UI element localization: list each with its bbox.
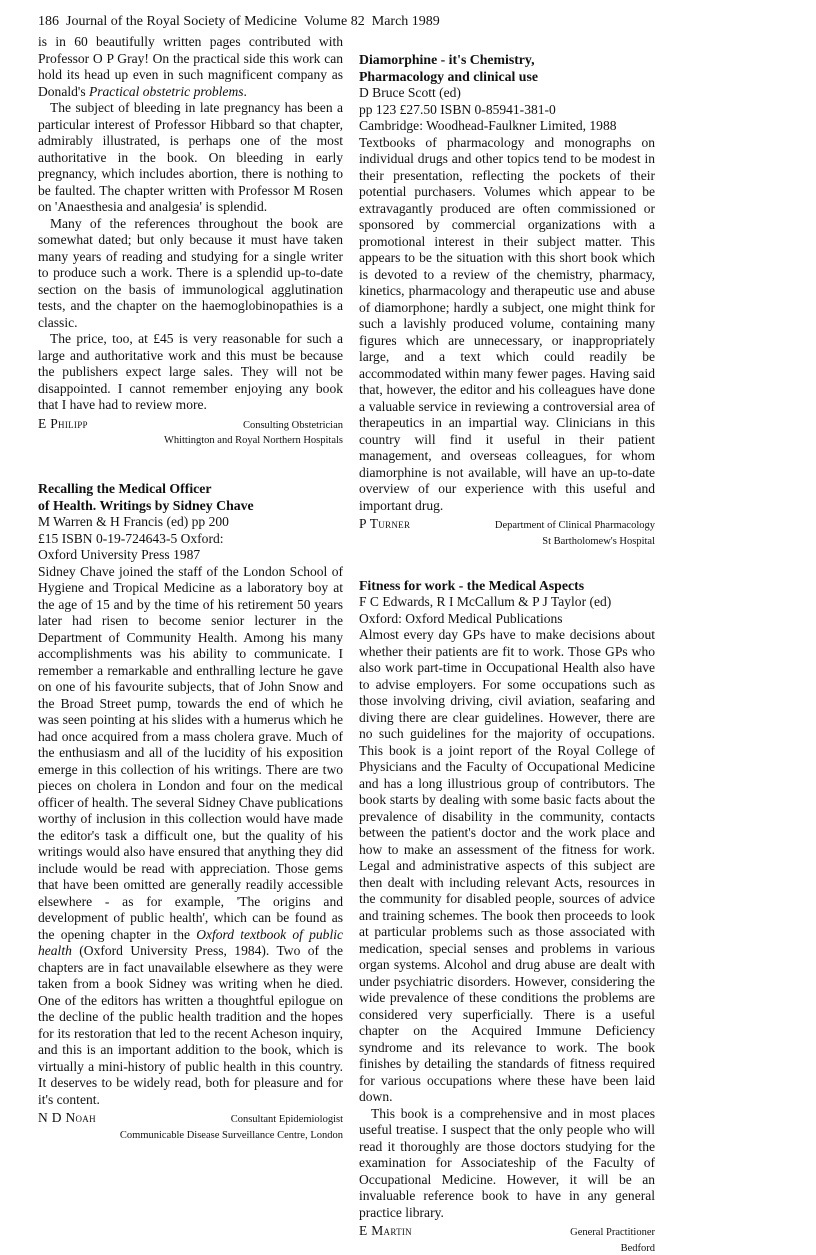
- reviewer-signature: [38, 1110, 343, 1129]
- reviewer-role: Department of Clinical Pharmacology: [494, 520, 655, 531]
- paragraph: The subject of bleeding in late pregnancy has been a particular interest of Professor Hibbard so that chapter, admirably illustrated, is perhaps one of the most authoritative in the book. On bleeding in early pregnancy, which includes abortion, there is nothing to be faulted. The chapter written with Professor M Rosen on 'Anaesthesia and analgesia' is splendid.: [38, 100, 343, 214]
- review-price-isbn: £15 ISBN 0-19-724643-5 Oxford:: [38, 530, 224, 546]
- review-publisher: Oxford University Press 1987: [38, 547, 201, 562]
- review-chave: [38, 481, 343, 1142]
- reviewer-role: General Practitioner: [570, 1227, 655, 1238]
- paragraph: The price, too, at £45 is very reasonable for such a large and authoritative work and this must be because the publishers expect large sales. They will not be disappointed. I cannot remember enjoying any book that I have had to review more.: [38, 331, 343, 412]
- review-fitness: [359, 578, 655, 1255]
- review-editors: D Bruce Scott (ed): [359, 85, 461, 100]
- paragraph: Almost every day GPs have to make decisions about whether their patients are fit to work. Those GPs who also work part-time in Occupational Health also have to advise employers. For some occupations such as those involving driving, civil aviation, seafaring and diving there are clear guidelines. However, there are no such guidelines for the majority of occupations. This book is a joint report of the Royal College of Physicians and the Faculty of Occupational Medicine and has a long illustrious group of contributors. The book starts by dealing with some basic facts about the prevalence of disability in the community, contacts between the patient's doctor and the work place and how to make an assessment of the fitness for work. Legal and administrative aspects of this subject are then dealt with including relevant Acts, resources in the community for disabled people, sources of advice and training schemes. The book then proceeds to look at particular problems such as those associated with medication, special senses and problems in various organ systems. Alcohol and drug abuse are dealt with under psychiatric disorders. However, considering the wide prevalence of these conditions the problems are considered very superficially. There is a useful chapter on the Acquired Immune Deficiency syndrome and its relevance to work. The book finishes by detailing the standards of fitness required for various occupations where these have been laid down.: [359, 627, 655, 1104]
- page-number: 186: [38, 14, 59, 29]
- reviewer-role: Consulting Obstetrician: [242, 419, 343, 431]
- left-column: [38, 34, 343, 1142]
- right-column: [359, 52, 655, 1255]
- reviewer-signature: [359, 516, 655, 535]
- reviewer-name: N D Noah: [38, 1110, 96, 1125]
- paragraph: Many of the references throughout the book are somewhat dated; but only because it must have taken many years of reading and studying for a single writer to produce such a work. There is a splendid up-to-date section on the basis of immunological agglutination tests, and the chapter on the haemoglobinopathies is a classic.: [38, 215, 343, 330]
- review-editors: F C Edwards, R I McCallum & P J Taylor (ed): [359, 594, 612, 609]
- review-continued: [38, 34, 343, 447]
- review-diamorphine: [359, 52, 655, 548]
- paragraph: is in 60 beautifully written pages contributed with Professor O P Gray! On the practical side this work can hold its head up even in such magnificent company as Donald's Practical obstetric problems.: [38, 34, 343, 99]
- review-title: Fitness for work - the Medical Aspects: [359, 577, 585, 593]
- reviewer-institution: St Bartholomew's Hospital: [542, 535, 655, 547]
- review-title: Recalling the Medical Officer of Health. Writings by Sidney Chave: [38, 481, 254, 513]
- issue-date: March 1989: [371, 14, 440, 29]
- running-head: [38, 14, 440, 30]
- review-publisher: Cambridge: Woodhead-Faulkner Limited, 1988: [359, 118, 617, 133]
- reviewer-name: P Turner: [359, 516, 411, 531]
- reviewer-institution: Bedford: [620, 1242, 655, 1254]
- review-publisher: Oxford: Oxford Medical Publications: [359, 610, 563, 626]
- journal-title: Journal of the Royal Society of Medicine: [66, 14, 297, 29]
- review-title: Diamorphine - it's Chemistry, Pharmacology and clinical use: [359, 52, 538, 84]
- paragraph: Textbooks of pharmacology and monographs on individual drugs and other topics tend to be modest in their presentation, reflecting the pockets of their potential purchasers. Volumes which appear to be extravagantly produced are often commissioned or sponsored by commercial organizations with a promotional interest in their subject matter. This appears to be the situation with this short book which is devoted to a review of the chemistry, pharmacy, kinetics, pharmacology and therapeutic use and abuse of diamorphone; hardly a subject, one might think for such a lavishly produced volume, containing many figures which are unnecessary, or inappropriately large, and a text which could readily be accommodated within many fewer pages. Having said that, however, the editor and his colleagues have done a valuable service in reviewing a controversial area of therapeutics in an impartial way. Clinicians in this country will find it useful in their patient management, and overseas colleagues, for whom diamorphine is not available, will have an up-to-date overview of our experience with this useful and important drug.: [359, 134, 655, 513]
- volume: Volume 82: [303, 14, 365, 29]
- reviewer-institution: Communicable Disease Surveillance Centre, London: [119, 1129, 343, 1141]
- reviewer-institution: Whittington and Royal Northern Hospitals: [163, 435, 343, 446]
- paragraph: This book is a comprehensive and in most places useful treatise. I suspect that the only people who will read it thoroughly are those doctors studying for the examination for Associateship of the Faculty of Occupational Medicine. However, it will be an invaluable reference book to have in any general practice library.: [359, 1105, 655, 1220]
- reviewer-signature: [38, 416, 343, 435]
- reviewer-name: E Martin: [359, 1223, 412, 1238]
- reviewer-signature: [359, 1223, 655, 1242]
- review-editors: M Warren & H Francis (ed) pp 200: [38, 514, 229, 529]
- reviewer-role: Consultant Epidemiologist: [230, 1114, 343, 1125]
- review-price-isbn: pp 123 £27.50 ISBN 0-85941-381-0: [359, 101, 556, 117]
- paragraph: Sidney Chave joined the staff of the London School of Hygiene and Tropical Medicine as a laboratory boy at the age of 15 and by the time of his retirement 50 years later had risen to become senior lecturer in the Department of Community Health. Among his many accomplishments was his ability to communicate. I remember a remarkable and enthralling lecture he gave on one of his favourite subjects, that of John Snow and the Broad Street pump, towards the end of which he was seen pointing at his slides with a humerus which he had once acquired from a mass cholera grave. Much of the enthusiasm and all of the lucidity of his exposition emerge in this collection of his writings. There are two pieces on cholera in London and four on the medical officer of health. The several Sidney Chave publications worthy of inclusion in this collection would have made the editor's task a difficult one, but the quality of his writings would also have ensured that anything they did include would be read with appreciation. Those gems that have been omitted are generally readily accessible elsewhere - as for example, 'The origins and development of public health', which can be found as the opening chapter in the Oxford textbook of public health (Oxford University Press, 1984). Two of the chapters are in fact unavailable elsewhere as they were taken from a book Sidney was writing when he died. One of the editors has written a thoughtful epilogue on the decline of the public health tradition and the hopes for its restoration that led to the recent Acheson inquiry, and this is an important addition to the book, which is virtually a mini-history of public health in this country. It deserves to be widely read, both for pleasure and for it's content.: [38, 563, 343, 1107]
- reviewer-name: E Philipp: [38, 415, 88, 431]
